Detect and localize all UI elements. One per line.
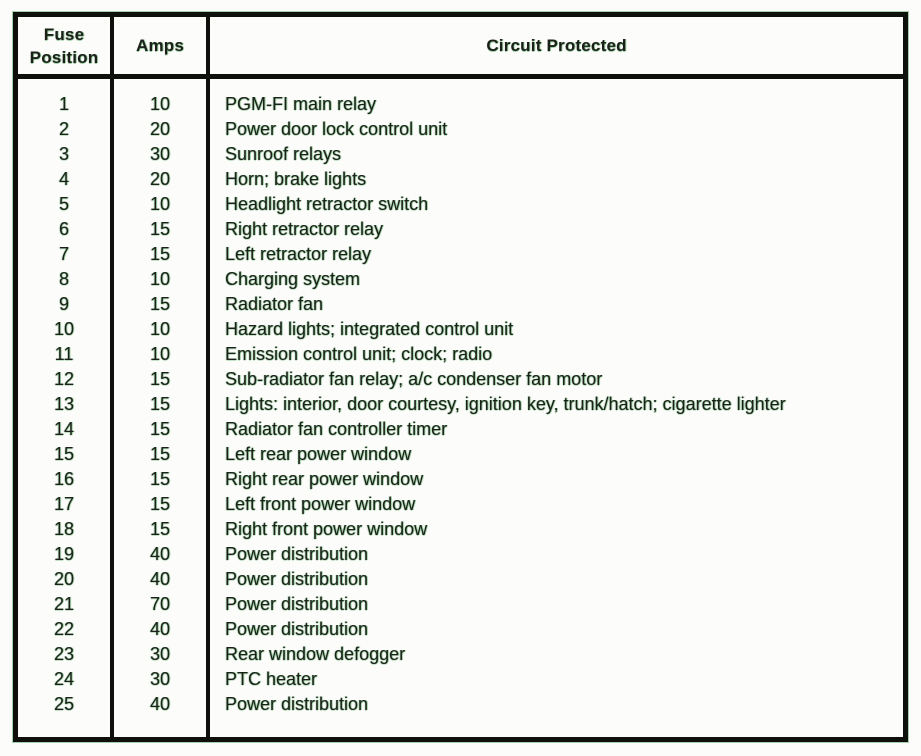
cell-circuit-protected: Emission control unit; clock; radio xyxy=(225,344,493,364)
cell-amps: 70 xyxy=(149,594,171,614)
header-circuit-protected: Circuit Protected xyxy=(486,35,627,55)
header-amps: Amps xyxy=(114,17,210,74)
cell-circuit-protected: PGM-FI main relay xyxy=(225,94,377,114)
cell-fuse-position: 6 xyxy=(58,219,69,239)
cell-fuse-position: 9 xyxy=(58,294,69,314)
cell-circuit-protected: Power distribution xyxy=(225,569,369,589)
cell-amps: 40 xyxy=(149,619,171,639)
cell-amps: 40 xyxy=(149,569,171,589)
cell-fuse-position: 7 xyxy=(58,244,69,264)
amps-column xyxy=(114,79,210,737)
circuit-protected-column xyxy=(210,79,903,737)
table-body xyxy=(18,79,903,737)
cell-circuit-protected: Left front power window xyxy=(225,494,416,514)
cell-amps: 10 xyxy=(149,319,171,339)
cell-circuit-protected: Radiator fan xyxy=(225,294,324,314)
cell-circuit-protected: Horn; brake lights xyxy=(225,169,367,189)
cell-fuse-position: 8 xyxy=(58,269,69,289)
cell-amps: 15 xyxy=(149,519,171,539)
cell-amps: 30 xyxy=(149,644,171,664)
cell-amps: 15 xyxy=(149,394,171,414)
cell-amps: 20 xyxy=(149,169,171,189)
cell-fuse-position: 23 xyxy=(53,644,75,664)
cell-circuit-protected: Power distribution xyxy=(225,544,369,564)
table-header-row xyxy=(18,17,903,79)
cell-fuse-position: 19 xyxy=(53,544,75,564)
cell-fuse-position: 10 xyxy=(53,319,75,339)
cell-circuit-protected: Right rear power window xyxy=(225,469,424,489)
cell-fuse-position: 25 xyxy=(53,694,75,714)
cell-circuit-protected: Radiator fan controller timer xyxy=(225,419,448,439)
cell-circuit-protected: Sub-radiator fan relay; a/c condenser fan motor xyxy=(225,369,603,389)
cell-circuit-protected: Rear window defogger xyxy=(225,644,406,664)
fuse-table xyxy=(13,12,908,742)
cell-amps: 40 xyxy=(149,694,171,714)
header-fuse-position-line2: Position xyxy=(29,47,99,67)
cell-amps: 10 xyxy=(149,194,171,214)
cell-amps: 15 xyxy=(149,419,171,439)
cell-amps: 30 xyxy=(149,144,171,164)
cell-circuit-protected: Hazard lights; integrated control unit xyxy=(225,319,514,339)
cell-fuse-position: 5 xyxy=(58,194,69,214)
cell-circuit-protected: Left rear power window xyxy=(225,444,412,464)
header-fuse-position-line1: Fuse xyxy=(43,24,85,44)
header-fuse-position xyxy=(18,17,114,74)
cell-fuse-position: 13 xyxy=(53,394,75,414)
cell-fuse-position: 12 xyxy=(53,369,75,389)
cell-circuit-protected: Left retractor relay xyxy=(225,244,372,264)
cell-fuse-position: 20 xyxy=(53,569,75,589)
cell-amps: 10 xyxy=(149,344,171,364)
cell-amps: 30 xyxy=(149,669,171,689)
cell-fuse-position: 1 xyxy=(58,94,69,114)
cell-amps: 15 xyxy=(149,219,171,239)
cell-fuse-position: 15 xyxy=(53,444,75,464)
cell-amps: 15 xyxy=(149,369,171,389)
cell-circuit-protected: Lights: interior, door courtesy, ignition key, trunk/hatch; cigarette lighter xyxy=(225,394,786,414)
cell-fuse-position: 4 xyxy=(58,169,69,189)
cell-fuse-position: 24 xyxy=(53,669,75,689)
cell-circuit-protected: Power distribution xyxy=(225,694,369,714)
cell-fuse-position: 2 xyxy=(58,119,69,139)
cell-fuse-position: 14 xyxy=(53,419,75,439)
cell-amps: 15 xyxy=(149,444,171,464)
cell-amps: 10 xyxy=(149,269,171,289)
fuse-position-column xyxy=(18,79,114,737)
cell-amps: 15 xyxy=(149,494,171,514)
cell-fuse-position: 11 xyxy=(54,344,74,364)
cell-circuit-protected: Power door lock control unit xyxy=(225,119,448,139)
cell-circuit-protected: Right retractor relay xyxy=(225,219,384,239)
cell-circuit-protected: Headlight retractor switch xyxy=(225,194,429,214)
cell-fuse-position: 16 xyxy=(53,469,75,489)
cell-circuit-protected: Power distribution xyxy=(225,594,369,614)
cell-amps: 15 xyxy=(149,294,171,314)
cell-fuse-position: 18 xyxy=(53,519,75,539)
cell-circuit-protected: Charging system xyxy=(225,269,361,289)
cell-fuse-position: 17 xyxy=(53,494,75,514)
cell-circuit-protected: Right front power window xyxy=(225,519,428,539)
cell-amps: 40 xyxy=(149,544,171,564)
cell-amps: 10 xyxy=(149,94,171,114)
cell-circuit-protected: PTC heater xyxy=(225,669,318,689)
cell-amps: 15 xyxy=(149,469,171,489)
cell-fuse-position: 22 xyxy=(53,619,75,639)
cell-circuit-protected: Power distribution xyxy=(225,619,369,639)
cell-amps: 20 xyxy=(149,119,171,139)
cell-circuit-protected: Sunroof relays xyxy=(225,144,342,164)
cell-amps: 15 xyxy=(149,244,171,264)
cell-fuse-position: 21 xyxy=(53,594,75,614)
cell-fuse-position: 3 xyxy=(58,144,69,164)
